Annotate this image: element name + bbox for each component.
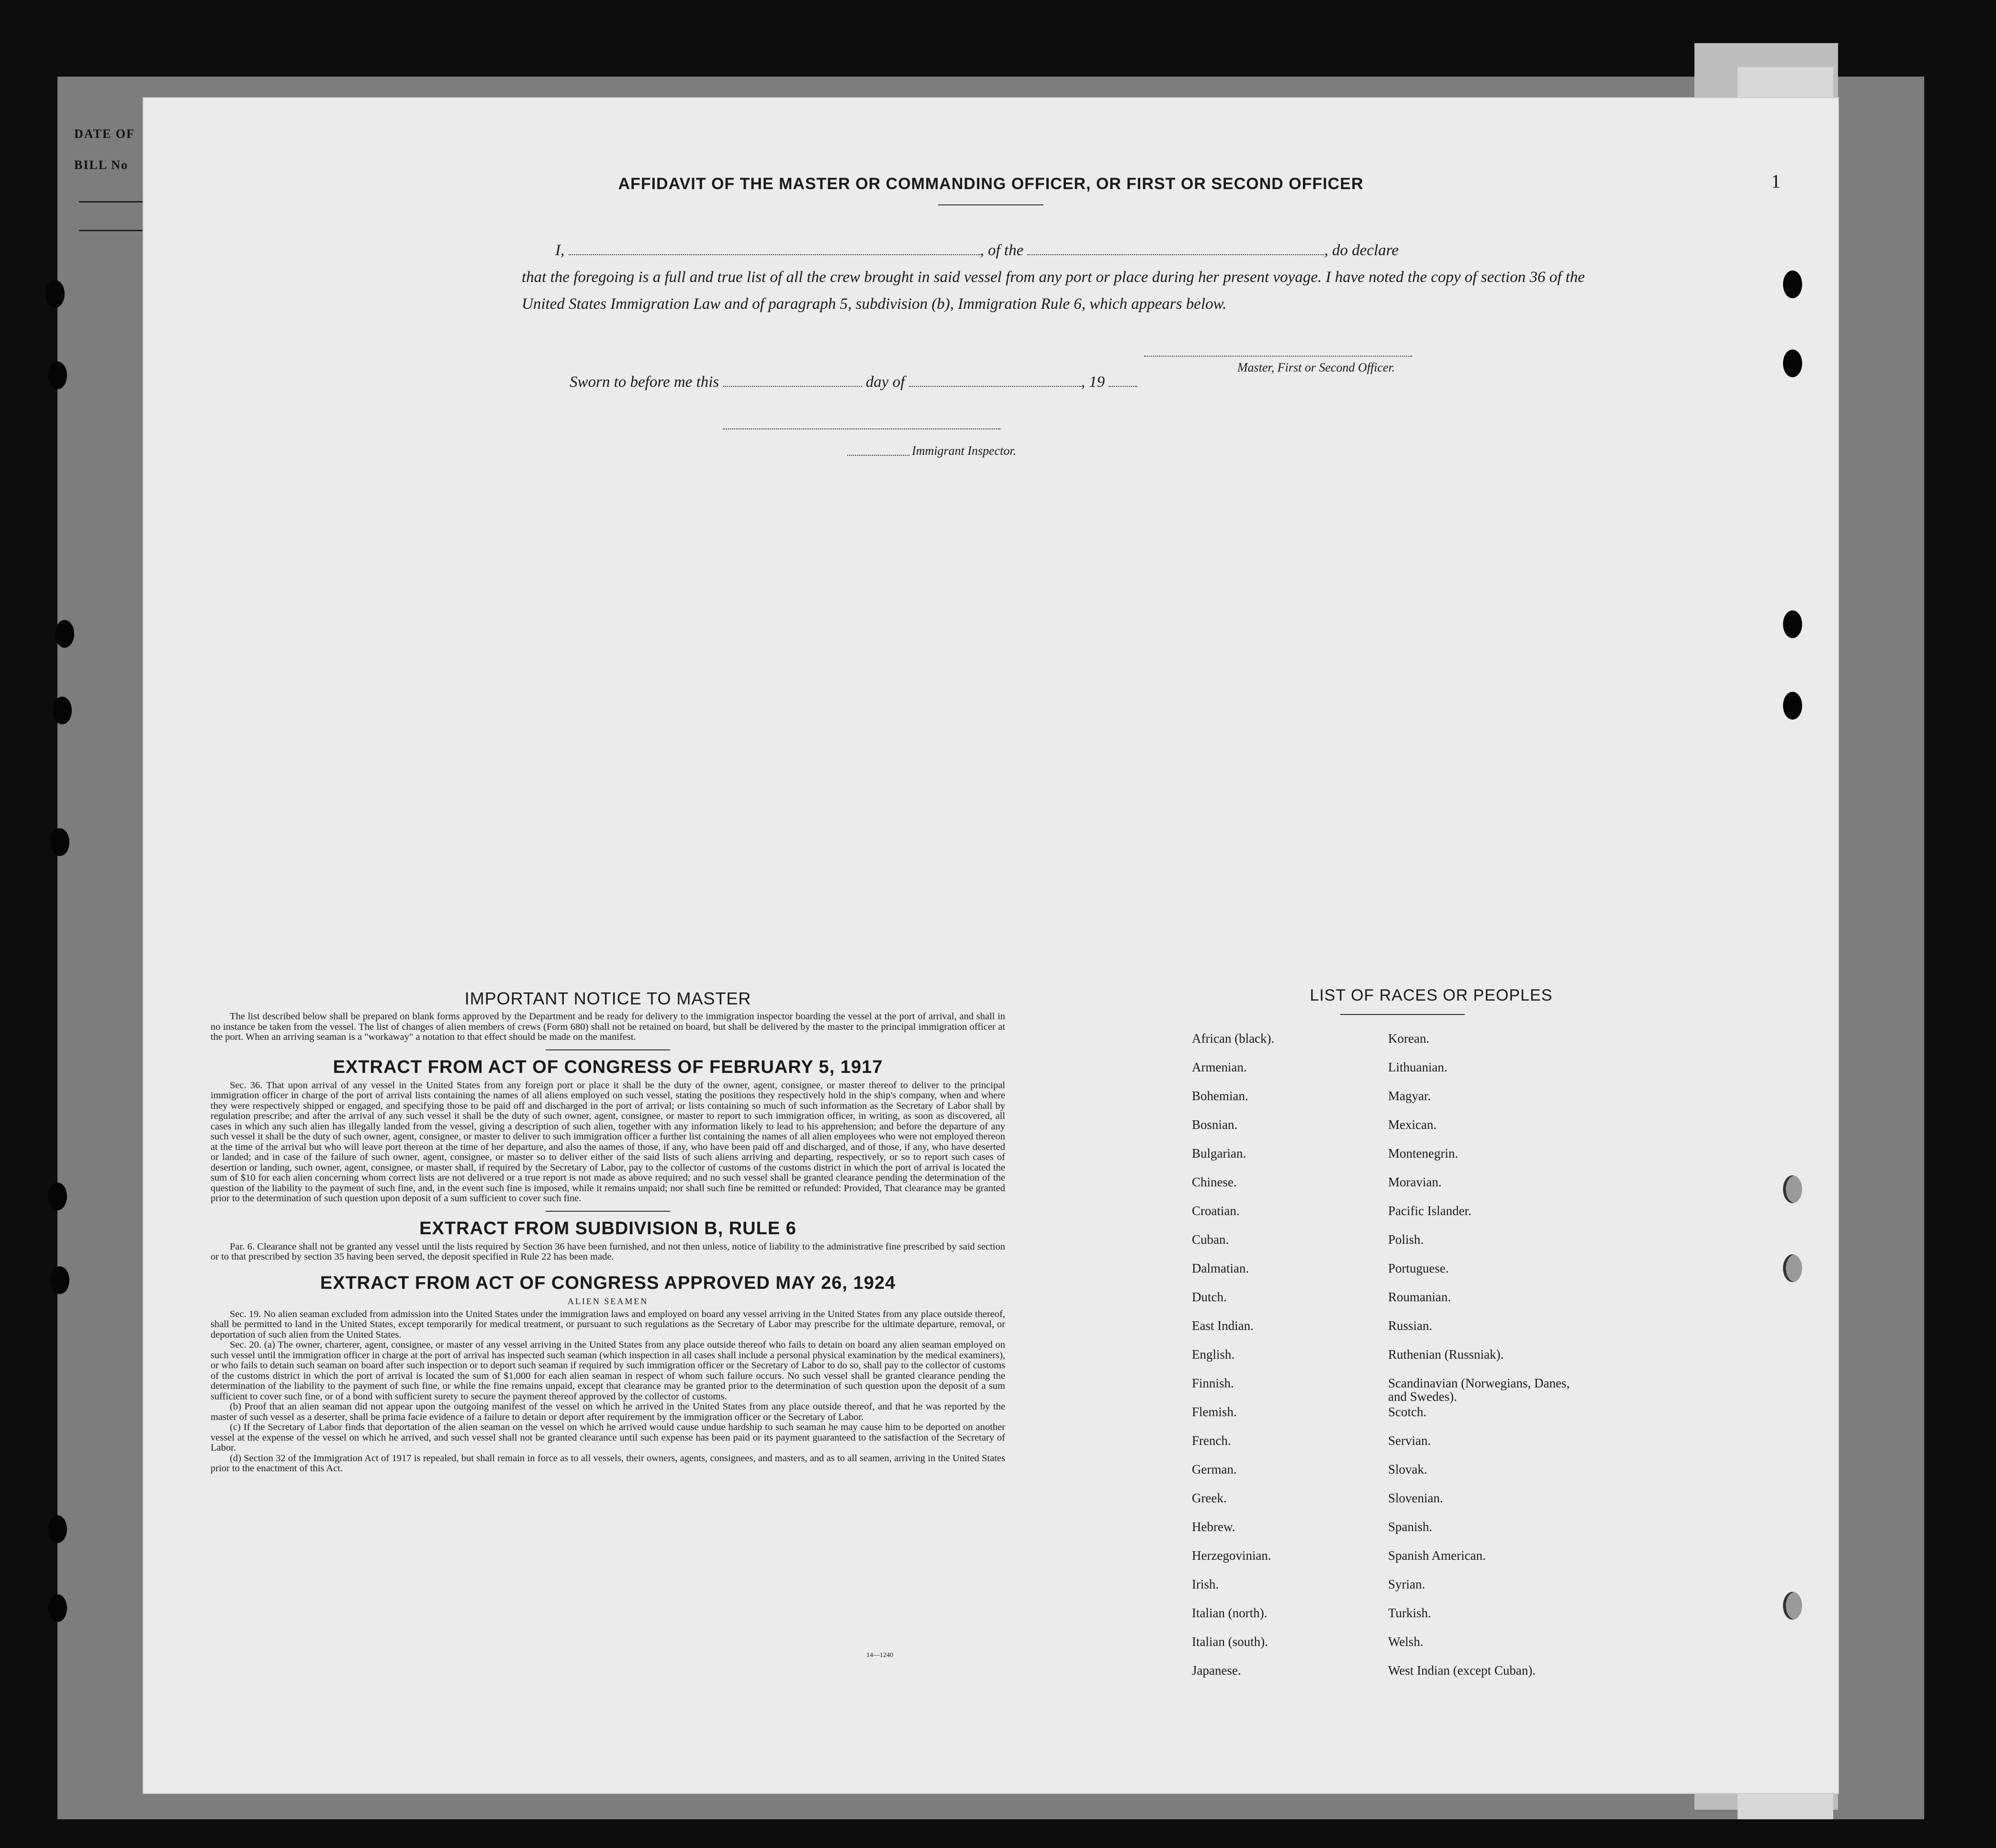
race-item: Armenian. [1192, 1060, 1247, 1074]
divider [546, 1049, 670, 1050]
race-item: Spanish American. [1388, 1548, 1486, 1563]
race-item: Italian (north). [1192, 1606, 1267, 1620]
race-item: Dalmatian. [1192, 1261, 1249, 1275]
race-item: Slovenian. [1388, 1491, 1443, 1505]
binder-hole [1783, 1254, 1802, 1282]
race-item: Hebrew. [1192, 1520, 1235, 1534]
sworn-day-blank[interactable] [723, 373, 862, 387]
binder-hole [50, 1266, 69, 1294]
vessel-blank[interactable] [1027, 242, 1324, 255]
race-item: East Indian. [1192, 1318, 1254, 1333]
race-item: Scotch. [1388, 1405, 1427, 1419]
race-item: Japanese. [1192, 1663, 1241, 1678]
race-item: Montenegrin. [1388, 1146, 1458, 1161]
race-item: Ruthenian (Russniak). [1388, 1347, 1504, 1362]
race-item: Irish. [1192, 1577, 1219, 1591]
affidavit-i: I, [555, 242, 565, 259]
signature-line[interactable] [1144, 356, 1412, 357]
race-item: English. [1192, 1347, 1235, 1362]
name-blank[interactable] [569, 242, 980, 255]
binder-hole [1783, 1592, 1802, 1620]
binder-hole [1783, 1175, 1802, 1203]
binder-hole [48, 1515, 67, 1543]
extract-1924-sec20c: (c) If the Secretary of Labor finds that deportation of the alien seaman on the vessel on which he arrived would cause undue hardship to such seaman he may cause him to be deported on another vessel at the expense of the vessel on which he arrived, and such vessel shall not be granted clearance until such expense has been paid or its payment guaranteed to the satisfaction of the Secretary of Labor. [211, 1422, 1005, 1453]
inspector-signature-line-2 [847, 455, 909, 456]
sworn-year-blank[interactable] [1109, 373, 1137, 387]
extract-1924-sec20b: (b) Proof that an alien seaman did not appear upon the outgoing manifest of the vessel on which he arrived in the United States from any place outside thereof, and that he was reported by the master of such vessel as a deserter, shall be prima facie evidence of a failure to detain or deport after requirement by the immigration officer or the Secretary of Labor. [211, 1401, 1005, 1422]
race-item: Italian (south). [1192, 1634, 1268, 1649]
race-item: African (black). [1192, 1031, 1275, 1046]
margin-label-date: DATE OF [74, 127, 135, 141]
race-item: German. [1192, 1462, 1237, 1476]
binder-hole [50, 828, 69, 856]
signature-caption: Master, First or Second Officer. [1237, 361, 1395, 374]
affidavit-title: AFFIDAVIT OF THE MASTER OR COMMANDING OFFICER, OR FIRST OR SECOND OFFICER [618, 175, 1364, 193]
race-item: Scandinavian (Norwegians, Danes, and Swedes). [1388, 1376, 1570, 1404]
race-item: Dutch. [1192, 1290, 1227, 1304]
race-item: Herzegovinian. [1192, 1548, 1271, 1563]
extract-1917-text: Sec. 36. That upon arrival of any vessel in the United States from any foreign port or place it shall be the duty of the owner, agent, consignee, or master thereof to deliver to the principal immigration officer in charge of the port of arrival lists containing the names of all aliens employed on such vessel, stating the positions they respectively hold in the ship's company, when and where they were respectively shipped or engaged, and specifying those to be paid off and discharged in the port of arrival; or lists containing so much of such information as the Secretary of Labor shall by regulation prescribe; and after the arrival of any such vessel it shall be the duty of such owner, agent, consignee, or master to report to such immigration officer, in writing, as soon as discovered, all cases in which any such alien has illegally landed from the vessel, giving a description of such alien, together with any information likely to lead to his apprehension; and before the departure of any such vessel it shall be the duty of such owner, agent, consignee, or master to deliver to such immigration officer a further list containing the names of all alien employees who were not employed thereon at the time of the arrival but who will leave port thereon at the time of her departure, and also the names of those, if any, who have been paid off and discharged, and of those, if any, who have deserted or landed; and in case of the failure of such owner, agent, consignee, or master so to deliver either of the said lists of such aliens arriving and departing, respectively, or so to report such cases of desertion or landing, such owner, agent, consignee, or master shall, if required by the Secretary of Labor, pay to the collector of customs of the customs district in which the port of arrival is located the sum of $10 for each alien concerning whom correct lists are not delivered or a true report is not made as above required; and no such vessel shall be granted clearance pending the determination of the question of the liability to the payment of such fine, and, in the event such fine is imposed, while it remains unpaid; nor shall such fine be remitted or refunded: Provided, That clearance may be granted prior to the determination of such question upon deposit of a sum sufficient to cover such fine. [211, 1080, 1005, 1204]
race-item: Chinese. [1192, 1175, 1237, 1189]
race-item: Moravian. [1388, 1175, 1442, 1189]
binder-hole [1783, 270, 1802, 298]
race-item: French. [1192, 1433, 1231, 1448]
race-item: Lithuanian. [1388, 1060, 1447, 1074]
extract-1924-sec19: Sec. 19. No alien seaman excluded from admission into the United States under the immigration laws and employed on board any vessel arriving in the United States from any place outside thereof, shall be permitted to land in the United States, except temporarily for medical treatment, or pursuant to such regulations as the Secretary of Labor may prescribe for the ultimate departure, removal, or deportation of such alien from the United States. [211, 1308, 1005, 1340]
race-item: Slovak. [1388, 1462, 1427, 1476]
form-number: 14—1240 [866, 1652, 893, 1659]
sworn-year-label: , 19 [1081, 373, 1105, 391]
race-item: Greek. [1192, 1491, 1227, 1505]
races-title-rule [1340, 1014, 1465, 1015]
margin-label-bill: BILL No [74, 158, 128, 172]
race-item: Turkish. [1388, 1606, 1431, 1620]
race-item: Croatian. [1192, 1204, 1240, 1218]
race-item: West Indian (except Cuban). [1388, 1663, 1536, 1678]
title-rule [938, 204, 1043, 205]
margin-rule [79, 230, 146, 231]
race-item: Russian. [1388, 1318, 1433, 1333]
sworn-line [570, 373, 1137, 391]
binder-hole [45, 280, 65, 308]
race-item: Spanish. [1388, 1520, 1433, 1534]
sworn-prefix: Sworn to before me this [570, 373, 719, 391]
race-item: Roumanian. [1388, 1290, 1451, 1304]
races-title: LIST OF RACES OR PEOPLES [1310, 986, 1553, 1004]
race-item: Bulgarian. [1192, 1146, 1246, 1161]
race-item: Finnish. [1192, 1376, 1234, 1390]
races-list-right [1388, 1032, 1589, 1692]
race-item: Welsh. [1388, 1634, 1424, 1649]
affidavit-text: that the foregoing is a full and true list of all the crew brought in said vessel from any port or place during her present voyage. I have noted the copy of section 36 of the United States Immigration Law and of paragraph 5, subdivision (b), Immigration Rule 6, which appears below. [522, 269, 1585, 313]
binder-hole [55, 620, 74, 648]
sworn-day-label: day of [865, 373, 905, 391]
extract-1924-sec20d: (d) Section 32 of the Immigration Act of 1917 is repealed, but shall remain in force as to all vessels, their owners, agents, consignees, and masters, and as to all seamen, arriving in the United States prior to the enactment of this Act. [211, 1453, 1005, 1474]
extract-1924-subtitle: ALIEN SEAMEN [567, 1296, 649, 1306]
race-item: Mexican. [1388, 1117, 1437, 1132]
races-list-left [1192, 1032, 1393, 1692]
race-item: Korean. [1388, 1031, 1430, 1046]
binder-hole [48, 1183, 67, 1210]
race-item: Pacific Islander. [1388, 1204, 1471, 1218]
extract-rule6-title: EXTRACT FROM SUBDIVISION B, RULE 6 [419, 1218, 796, 1239]
race-item: Servian. [1388, 1433, 1431, 1448]
extract-1924-sec20a: Sec. 20. (a) The owner, charterer, agent, consignee, or master of any vessel arriving in the United States from any place outside thereof who fails to detain on board any alien seaman employed on such vessel until the immigration officer in charge at the port of arrival has inspected such seaman (which inspection in all cases shall include a personal physical examination by the medical examiners), or who fails to detain such seaman on board after such inspection or to deport such seaman if required by such immigration officer or the Secretary of Labor to do so, shall pay to the collector of customs of the customs district in which the port of arrival is located the sum of $1,000 for each alien seaman in respect of whom such failure occurs. No such vessel shall be granted clearance pending the determination of the liability to the payment of such fine, or while the fine remains unpaid, except that clearance may be granted prior to the determination of such question upon the deposit of a sum sufficient to cover such fine, or of a bond with sufficient surety to secure the payment thereof approved by the collector of customs. [211, 1340, 1005, 1402]
race-item: Cuban. [1192, 1232, 1229, 1247]
race-item: Portuguese. [1388, 1261, 1449, 1275]
manifest-page [144, 98, 1838, 1793]
affidavit-declare: , do declare [1324, 242, 1399, 259]
notices-block [211, 989, 1005, 1474]
affidavit-body [522, 237, 1599, 317]
inspector-caption: Immigrant Inspector. [912, 444, 1017, 458]
margin-rule [79, 201, 146, 203]
page-number: 1 [1771, 170, 1781, 192]
notice-title: IMPORTANT NOTICE TO MASTER [464, 989, 751, 1008]
race-item: Magyar. [1388, 1089, 1431, 1103]
notice-text: The list described below shall be prepared on blank forms approved by the Department and be ready for delivery to the immigration inspector boarding the vessel at the port of arrival, and shall in no instance be taken from the vessel. The list of changes of alien members of crews (Form 680) shall not be retained on board, but shall be delivered by the master to the principal immigration officer at the port. When an arriving seaman is a "workaway" a notation to that effect should be made on the manifest. [211, 1011, 1005, 1042]
race-item: Polish. [1388, 1232, 1424, 1247]
race-item: Syrian. [1388, 1577, 1425, 1591]
binder-hole [48, 361, 67, 389]
binder-hole [53, 697, 72, 724]
race-item: Flemish. [1192, 1405, 1237, 1419]
binder-hole [1783, 349, 1802, 377]
extract-1917-title: EXTRACT FROM ACT OF CONGRESS OF FEBRUARY 5, 1917 [333, 1057, 883, 1077]
binder-hole [1783, 692, 1802, 720]
divider [546, 1211, 670, 1212]
extract-rule6-text: Par. 6. Clearance shall not be granted any vessel until the lists required by Section 36 have been furnished, and not then unless, notice of liability to the administrative fine prescribed by said section or to that prescribed by section 35 having been served, the deposit specified in Rule 22 has been made. [211, 1241, 1005, 1262]
affidavit-of-the: , of the [980, 242, 1024, 259]
sworn-month-blank[interactable] [909, 373, 1081, 387]
binder-hole [48, 1594, 67, 1622]
race-item: Bohemian. [1192, 1089, 1248, 1103]
race-item: Bosnian. [1192, 1117, 1238, 1132]
binder-hole [1783, 610, 1802, 638]
extract-1924-title: EXTRACT FROM ACT OF CONGRESS APPROVED MAY 26, 1924 [320, 1273, 896, 1293]
inspector-signature-line[interactable] [723, 428, 1000, 429]
